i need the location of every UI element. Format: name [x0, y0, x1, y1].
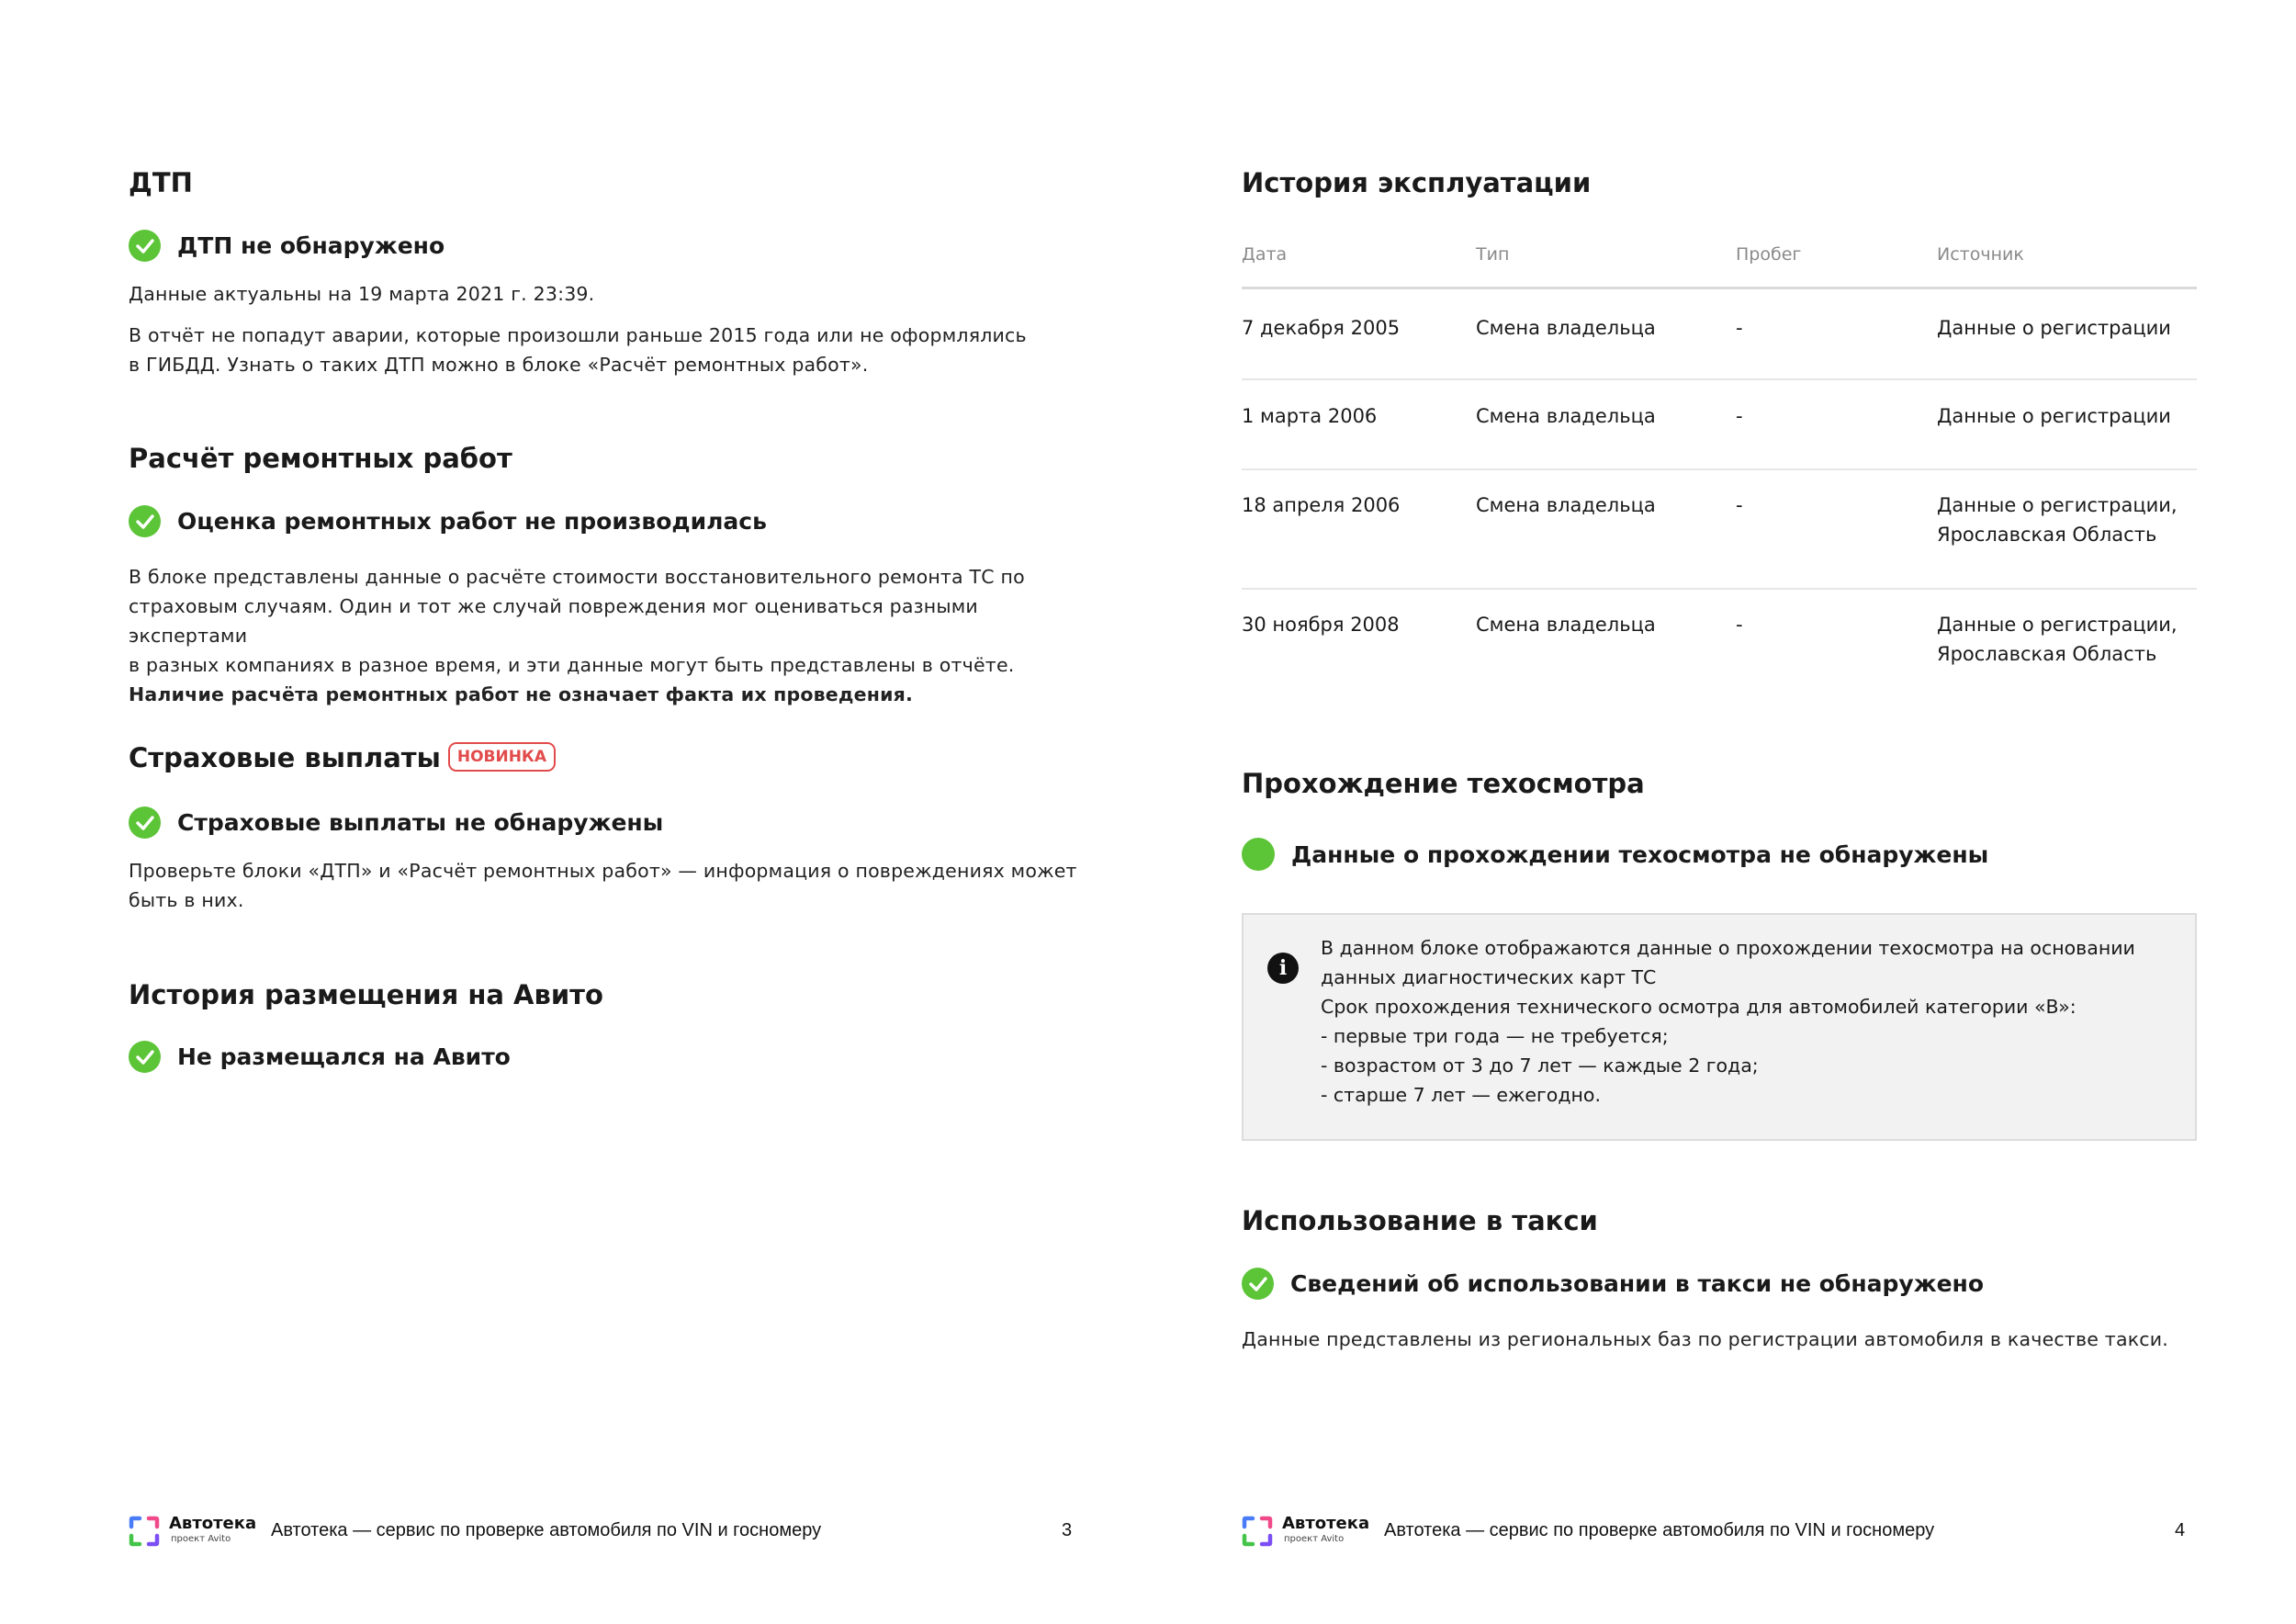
footer-text: Автотека — сервис по проверке автомобиля по VIN и госномеру — [271, 1520, 822, 1540]
page-3-content — [129, 0, 1084, 1624]
avtoteka-logo-icon — [129, 1516, 160, 1547]
row-type: Смена владельца — [1476, 494, 1656, 516]
dtp-status — [129, 230, 445, 262]
row-source-line: Ярославская Область — [1937, 524, 2157, 546]
info-line: В данном блоке отображаются данные о прохождении техосмотра на основании — [1321, 937, 2135, 959]
info-line: - старше 7 лет — ежегодно. — [1321, 1084, 1601, 1106]
row-source: Данные о регистрации — [1937, 405, 2171, 427]
check-icon — [1242, 1268, 1274, 1300]
history-section-title: История эксплуатации — [1242, 167, 1592, 198]
new-badge: НОВИНКА — [448, 742, 556, 772]
logo-subtitle: проект Avito — [1284, 1534, 1345, 1544]
column-header-source: Источник — [1937, 244, 2024, 265]
table-row — [1242, 468, 2197, 588]
repair-section-title: Расчёт ремонтных работ — [129, 443, 512, 474]
row-mileage: - — [1736, 614, 1743, 636]
row-source-line: Данные о регистрации, — [1937, 614, 2178, 636]
insurance-section-title — [129, 742, 556, 774]
row-source — [1937, 610, 2178, 669]
dtp-section-title: ДТП — [129, 167, 193, 198]
info-line: данных диагностических карт ТС — [1321, 966, 1657, 988]
insurance-status-text: Страховые выплаты не обнаружены — [177, 809, 664, 836]
info-line: Срок прохождения технического осмотра для автомобилей категории «B»: — [1321, 996, 2077, 1018]
column-header-date: Дата — [1242, 244, 1288, 265]
check-icon — [129, 230, 161, 262]
row-type: Смена владельца — [1476, 614, 1656, 636]
logo-wordmark: Автотека — [169, 1514, 257, 1533]
page-number: 4 — [2175, 1520, 2186, 1540]
check-icon — [129, 1041, 161, 1073]
logo-subtitle: проект Avito — [171, 1534, 231, 1544]
dtp-status-text: ДТП не обнаружено — [177, 232, 445, 259]
repair-line: В блоке представлены данные о расчёте стоимости восстановительного ремонта ТС по — [129, 566, 1025, 588]
row-type: Смена владельца — [1476, 405, 1656, 427]
check-icon — [129, 505, 161, 537]
row-source — [1937, 491, 2178, 549]
page-footer — [129, 1514, 1084, 1551]
row-mileage: - — [1736, 405, 1743, 427]
column-header-type: Тип — [1476, 244, 1510, 265]
repair-line: страховым случаям. Один и тот же случай повреждения мог оцениваться разными экспертами — [129, 595, 978, 647]
taxi-status-text: Сведений об использовании в такси не обнаружено — [1290, 1270, 1984, 1297]
inspection-info-box — [1242, 913, 2197, 1141]
inspection-section-title: Прохождение техосмотра — [1242, 768, 1645, 799]
inspection-info-text — [1321, 933, 2135, 1110]
insurance-note-line: быть в них. — [129, 889, 244, 911]
row-source-line: Данные о регистрации, — [1937, 494, 2178, 516]
table-row — [1242, 378, 2197, 468]
table-row — [1242, 588, 2197, 700]
avito-status-text: Не размещался на Авито — [177, 1043, 511, 1070]
row-mileage: - — [1736, 317, 1743, 339]
dtp-note — [129, 321, 1027, 379]
repair-line: в разных компаниях в разное время, и эти данные могут быть представлены в отчёте. — [129, 654, 1015, 676]
page-number: 3 — [1062, 1520, 1073, 1540]
insurance-title-text: Страховые выплаты — [129, 742, 441, 773]
report-page-4 — [1148, 0, 2296, 1624]
insurance-note-line: Проверьте блоки «ДТП» и «Расчёт ремонтных работ» — информация о повреждениях может — [129, 860, 1077, 882]
row-date: 7 декабря 2005 — [1242, 317, 1401, 339]
avito-status — [129, 1041, 511, 1073]
repair-bold-line: Наличие расчёта ремонтных работ не означает факта их проведения. — [129, 683, 914, 705]
row-date: 1 марта 2006 — [1242, 405, 1378, 427]
page-footer — [1242, 1514, 2197, 1551]
dtp-note-line: В отчёт не попадут аварии, которые произошли раньше 2015 года или не оформлялись — [129, 324, 1027, 346]
dtp-note-line: в ГИБДД. Узнать о таких ДТП можно в блоке «Расчёт ремонтных работ». — [129, 354, 869, 376]
row-source-line: Ярославская Область — [1937, 643, 2157, 665]
taxi-status — [1242, 1268, 1984, 1300]
avito-section-title: История размещения на Авито — [129, 979, 603, 1010]
taxi-section-title: Использование в такси — [1242, 1205, 1598, 1236]
repair-status — [129, 505, 767, 537]
footer-text: Автотека — сервис по проверке автомобиля по VIN и госномеру — [1384, 1520, 1935, 1540]
row-date: 30 ноября 2008 — [1242, 614, 1400, 636]
inspection-status-text: Данные о прохождении техосмотра не обнаружены — [1291, 840, 1989, 868]
row-mileage: - — [1736, 494, 1743, 516]
insurance-note — [129, 856, 1077, 915]
status-dot-icon — [1242, 838, 1275, 871]
repair-description — [129, 562, 1084, 709]
page-4-content — [1242, 0, 2197, 1624]
table-row — [1242, 287, 2197, 379]
inspection-status — [1242, 838, 1988, 871]
row-date: 18 апреля 2006 — [1242, 494, 1401, 516]
column-header-mileage: Пробег — [1736, 244, 1802, 265]
info-line: - первые три года — не требуется; — [1321, 1025, 1669, 1047]
dtp-actual-date: Данные актуальны на 19 марта 2021 г. 23:39. — [129, 283, 595, 305]
avtoteka-logo-icon — [1242, 1516, 1273, 1547]
row-source: Данные о регистрации — [1937, 317, 2171, 339]
insurance-status — [129, 806, 663, 839]
info-line: - возрастом от 3 до 7 лет — каждые 2 года; — [1321, 1054, 1759, 1077]
row-type: Смена владельца — [1476, 317, 1656, 339]
info-icon: i — [1267, 953, 1299, 984]
check-icon — [129, 806, 161, 839]
logo-wordmark: Автотека — [1282, 1514, 1370, 1533]
taxi-note: Данные представлены из региональных баз по регистрации автомобиля в качестве такси. — [1242, 1328, 2169, 1350]
repair-status-text: Оценка ремонтных работ не производилась — [177, 508, 767, 535]
